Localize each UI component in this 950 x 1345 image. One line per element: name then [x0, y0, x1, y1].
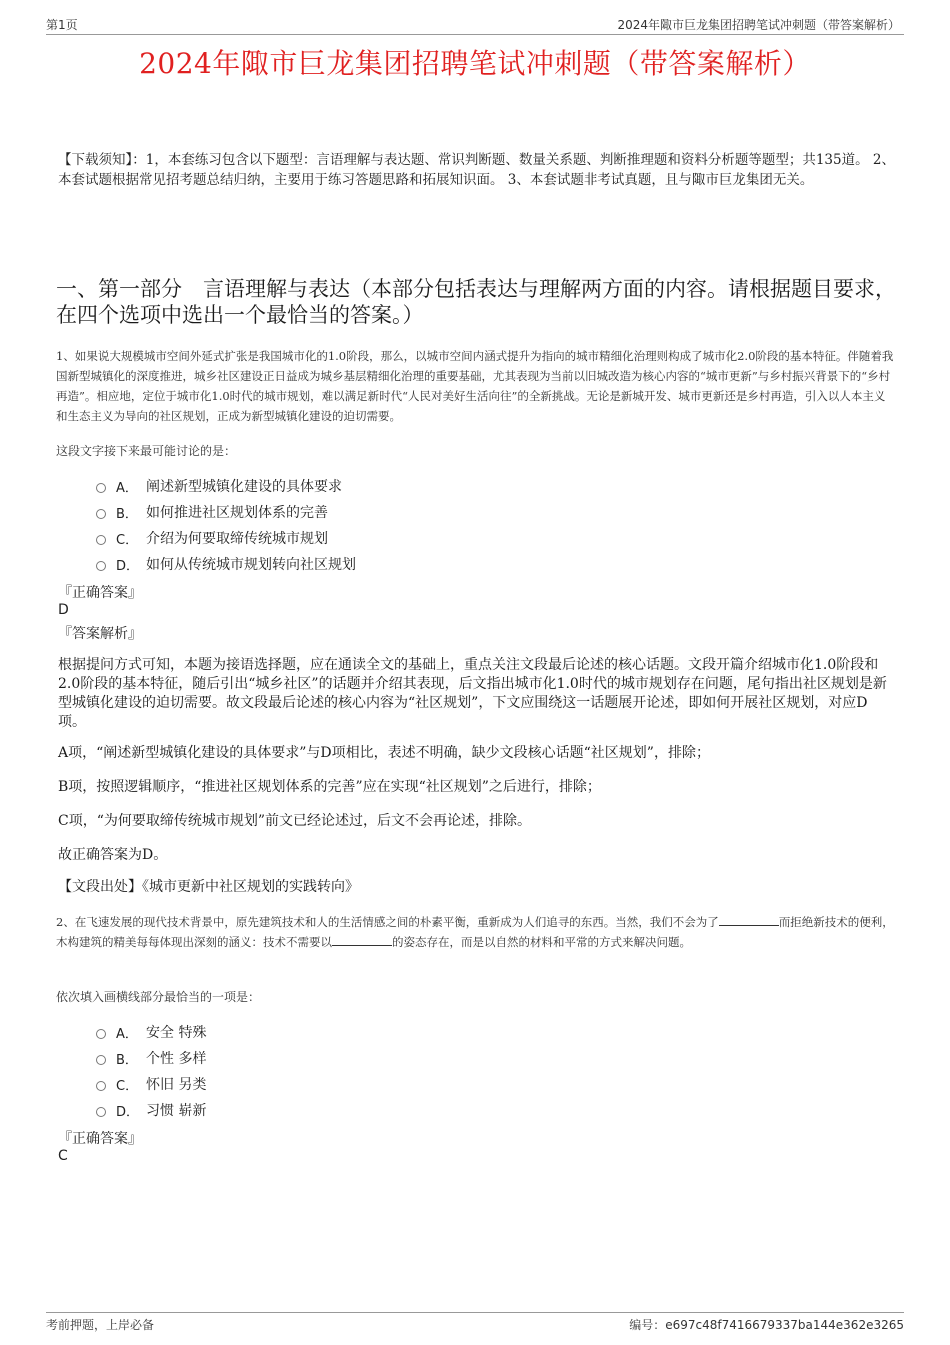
radio-icon[interactable] [96, 1055, 106, 1065]
radio-icon[interactable] [96, 483, 106, 493]
option-a[interactable]: A． 安全 特殊 [96, 1019, 206, 1045]
radio-icon[interactable] [96, 1081, 106, 1091]
document-title: 2024年陬市巨龙集团招聘笔试冲刺题（带答案解析） [139, 47, 811, 80]
page-footer [46, 1312, 904, 1333]
option-d[interactable]: D． 如何从传统城市规划转向社区规划 [96, 551, 356, 577]
question-1-options [96, 473, 356, 577]
option-b[interactable]: B． 个性 多样 [96, 1045, 206, 1071]
answer-label: 『正确答案』 [58, 585, 142, 601]
question-2-text: 2、在飞速发展的现代技术背景中，原先建筑技术和人的生活情感之间的朴素平衡，重新成为人们追寻的东西。当然，我们不会为了 而拒绝新技术的便利，木构建筑的精美每每体现出深刻的涵义：技术不需要以 的姿态存在，而是以自然的材料和平常的方式来解决问题。 [56, 915, 894, 949]
page-number: 第1页 [46, 18, 78, 32]
question-1-prompt: 这段文字接下来最可能讨论的是： [56, 444, 237, 458]
radio-icon[interactable] [96, 1029, 106, 1039]
radio-icon[interactable] [96, 1107, 106, 1117]
answer-label: 『正确答案』 [58, 1131, 142, 1147]
analysis-conclusion: 故正确答案为D。 [58, 847, 168, 863]
answer-value: C [58, 1148, 68, 1164]
question-2-options [96, 1019, 206, 1123]
radio-icon[interactable] [96, 535, 106, 545]
option-c[interactable]: C． 怀旧 另类 [96, 1071, 206, 1097]
question-1-text: 1、如果说大规模城市空间外延式扩张是我国城市化的1.0阶段，那么，以城市空间内涵式提升为指向的城市精细化治理则构成了城市化2.0阶段的基本特征。伴随着我国新型城镇化的深度推进，城乡社区建设正日益成为城乡基层精细化治理的重要基础，尤其表现为当前以旧城改造为核心内容的“城市更新”与乡村振兴背景下的“乡村再造”。相应地，定位于城市化1.0时代的城市规划，难以满足新时代“人民对美好生活向往”的全新挑战。无论是新城开发、城市更新还是乡村再造，引入以人本主义和生态主义为导向的社区规划，正成为新型城镇化建设的迫切需要。 [56, 349, 894, 423]
option-d[interactable]: D． 习惯 崭新 [96, 1097, 206, 1123]
analysis-label: 『答案解析』 [58, 626, 142, 642]
fill-blank-1[interactable] [719, 913, 779, 926]
option-b[interactable]: B． 如何推进社区规划体系的完善 [96, 499, 356, 525]
section-heading: 一、第一部分 言语理解与表达（本部分包括表达与理解两方面的内容。请根据题目要求，在四个选项中选出一个最恰当的答案。） [56, 277, 896, 327]
header-doc-title: 2024年陬市巨龙集团招聘笔试冲刺题（带答案解析） [617, 18, 900, 32]
answer-value: D [58, 602, 69, 618]
analysis-option-a: A项，“阐述新型城镇化建设的具体要求”与D项相比，表述不明确，缺少文段核心话题“社区规划”，排除； [58, 745, 710, 761]
page-header [46, 14, 904, 35]
radio-icon[interactable] [96, 509, 106, 519]
option-c[interactable]: C． 介绍为何要取缔传统城市规划 [96, 525, 356, 551]
source-citation: 【文段出处】《城市更新中社区规划的实践转向》 [58, 879, 359, 895]
download-notice: 【下载须知】：1，本套练习包含以下题型：言语理解与表达题、常识判断题、数量关系题、判断推理题和资料分析题等题型；共135道。 2、本套试题根据常见招考题总结归纳，主要用于练习答题思路和拓展知识面。 3、本套试题非考试真题，且与陬市巨龙集团无关。 [58, 152, 895, 188]
radio-icon[interactable] [96, 561, 106, 571]
option-a[interactable]: A． 阐述新型城镇化建设的具体要求 [96, 473, 356, 499]
document-id: 编号：e697c48f7416679337ba144e362e3265 [629, 1318, 904, 1332]
footer-slogan: 考前押题，上岸必备 [46, 1318, 155, 1332]
fill-blank-2[interactable] [332, 933, 392, 946]
analysis-paragraph: 根据提问方式可知，本题为接语选择题，应在通读全文的基础上，重点关注文段最后论述的核心话题。文段开篇介绍城市化1.0阶段和2.0阶段的基本特征，随后引出“城乡社区”的话题并介绍其表现，后文指出城市化1.0时代的城市规划存在问题，尾句指出社区规划是新型城镇化建设的迫切需要。故文段最后论述的核心内容为“社区规划”，下文应围绕这一话题展开论述，即如何开展社区规划，对应D项。 [58, 657, 887, 730]
analysis-option-b: B项，按照逻辑顺序，“推进社区规划体系的完善”应在实现“社区规划”之后进行，排除； [58, 779, 601, 795]
question-2-prompt: 依次填入画横线部分最恰当的一项是： [56, 990, 261, 1004]
analysis-option-c: C项，“为何要取缔传统城市规划”前文已经论述过，后文不会再论述，排除。 [58, 813, 532, 829]
